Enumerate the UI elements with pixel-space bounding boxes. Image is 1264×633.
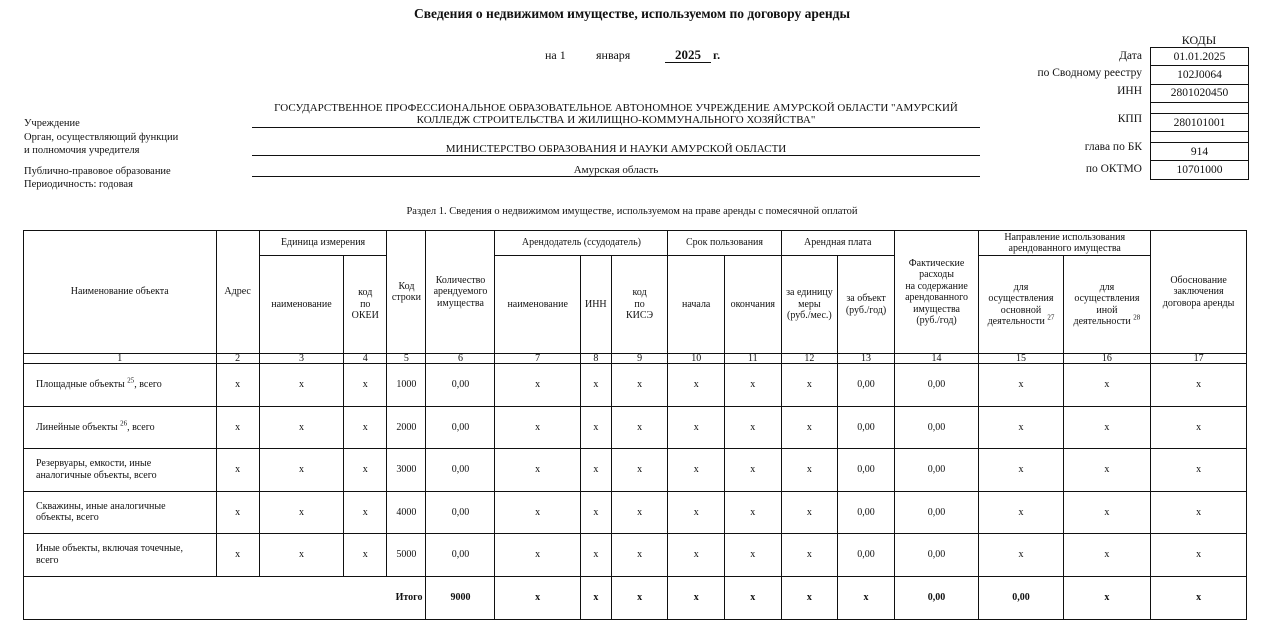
row-lessor-name: x [495, 449, 580, 492]
row-rent-unit: x [781, 534, 838, 577]
date-suffix: г. [713, 48, 721, 62]
row-main-activity: x [979, 534, 1063, 577]
column-number: 12 [781, 354, 838, 364]
row-actual-costs: 0,00 [894, 449, 978, 492]
row-quantity: 0,00 [426, 534, 495, 577]
section-title: Раздел 1. Сведения о недвижимом имуществе, используемом на праве аренды с помесячной оплатой [406, 206, 858, 217]
header-actual-costs: Фактические расходы на содержание арендованного имущества (руб./год) [894, 231, 978, 354]
row-okei: x [344, 364, 387, 407]
row-rent-unit: x [781, 406, 838, 449]
row-quantity: 0,00 [426, 406, 495, 449]
row-lessor-name: x [495, 491, 580, 534]
row-okei: x [344, 491, 387, 534]
codes-header: КОДЫ [1181, 33, 1217, 47]
row-other-activity: x [1063, 534, 1151, 577]
row-other-activity: x [1063, 491, 1151, 534]
row-lessor-name: x [495, 364, 580, 407]
institution-name-line1: ГОСУДАРСТВЕННОЕ ПРОФЕССИОНАЛЬНОЕ ОБРАЗОВАТЕЛЬНОЕ АВТОНОМНОЕ УЧРЕЖДЕНИЕ АМУРСКОЙ ОБЛАСТИ "АМУРСКИЙ [274, 102, 958, 114]
column-number: 1 [24, 354, 217, 364]
date-year: 2025 [665, 47, 711, 63]
header-rent: Арендная плата [781, 231, 894, 256]
row-rent-object: 0,00 [838, 406, 895, 449]
table-header-row [24, 231, 1247, 256]
column-number: 2 [216, 354, 259, 364]
rental-property-table [23, 230, 1247, 620]
date-prefix: на 1 [545, 48, 566, 62]
row-kise: x [611, 491, 668, 534]
row-other-activity: x [1063, 406, 1151, 449]
row-main-activity: x [979, 491, 1063, 534]
table-row [24, 491, 1247, 534]
total-quantity: x [495, 576, 580, 619]
code-label-kpp: КПП [1117, 113, 1142, 125]
row-term-start: x [668, 534, 725, 577]
institution-underline [252, 127, 980, 128]
row-quantity: 0,00 [426, 449, 495, 492]
row-term-end: x [725, 534, 782, 577]
code-label-inn: ИНН [1117, 85, 1142, 97]
row-actual-costs: 0,00 [894, 534, 978, 577]
header-term-end: окончания [725, 256, 782, 354]
row-lessor-inn: x [580, 449, 611, 492]
row-actual-costs: 0,00 [894, 406, 978, 449]
row-term-start: x [668, 491, 725, 534]
table-row [24, 406, 1247, 449]
column-number: 8 [580, 354, 611, 364]
code-spacer [1151, 103, 1248, 114]
column-number: 9 [611, 354, 668, 364]
column-number: 3 [259, 354, 343, 364]
header-kise-code: код по КИСЭ [611, 256, 668, 354]
row-address: x [216, 491, 259, 534]
row-rent-object: 0,00 [838, 449, 895, 492]
header-lessor-inn: ИНН [580, 256, 611, 354]
header-row-code: Код строки [387, 231, 426, 354]
header-rent-per-object: за объект (руб./год) [838, 256, 895, 354]
code-label-date: Дата [1119, 50, 1142, 62]
row-quantity: 0,00 [426, 364, 495, 407]
row-code: 4000 [387, 491, 426, 534]
column-number: 14 [894, 354, 978, 364]
row-main-activity: x [979, 406, 1063, 449]
code-value-bk: 914 [1151, 143, 1248, 161]
row-term-end: x [725, 364, 782, 407]
row-basis: x [1151, 449, 1247, 492]
row-kise: x [611, 364, 668, 407]
public-entity-label: Публично-правовое образование [24, 166, 171, 177]
institution-name-line2: КОЛЛЕДЖ СТРОИТЕЛЬСТВА И ЖИЛИЩНО-КОММУНАЛЬНОГО ХОЗЯЙСТВА" [416, 114, 816, 126]
row-term-end: x [725, 491, 782, 534]
table-row [24, 364, 1247, 407]
founder-label-line1: Орган, осуществляющий функции [24, 132, 179, 143]
row-basis: x [1151, 406, 1247, 449]
header-object-name: Наименование объекта [24, 231, 217, 354]
column-number: 15 [979, 354, 1063, 364]
row-actual-costs: 0,00 [894, 491, 978, 534]
total-rent-unit: x [838, 576, 895, 619]
row-unit-name: x [259, 449, 343, 492]
row-term-end: x [725, 449, 782, 492]
total-row [24, 576, 1247, 619]
total-main-activity: x [1063, 576, 1151, 619]
row-address: x [216, 364, 259, 407]
row-rent-object: 0,00 [838, 491, 895, 534]
column-number: 11 [725, 354, 782, 364]
row-main-activity: x [979, 364, 1063, 407]
column-number: 7 [495, 354, 580, 364]
public-entity-underline [252, 176, 980, 177]
row-unit-name: x [259, 534, 343, 577]
table-row [24, 534, 1247, 577]
column-number: 16 [1063, 354, 1151, 364]
row-kise: x [611, 534, 668, 577]
header-lessor-name: наименование [495, 256, 580, 354]
header-okei-code: код по ОКЕИ [344, 256, 387, 354]
header-address: Адрес [216, 231, 259, 354]
code-label-oktmo: по ОКТМО [1085, 163, 1142, 175]
row-address: x [216, 534, 259, 577]
total-actual-costs: 0,00 [979, 576, 1063, 619]
row-rent-object: 0,00 [838, 364, 895, 407]
column-number: 10 [668, 354, 725, 364]
periodicity-label: Периодичность: годовая [24, 179, 133, 190]
total-rent-object: 0,00 [894, 576, 978, 619]
column-number: 5 [387, 354, 426, 364]
column-number: 13 [838, 354, 895, 364]
row-code: 3000 [387, 449, 426, 492]
row-unit-name: x [259, 364, 343, 407]
code-label-registry: по Сводному реестру [1037, 67, 1142, 79]
row-code: 5000 [387, 534, 426, 577]
row-object-name: Скважины, иные аналогичные объекты, всего [24, 491, 217, 534]
institution-label: Учреждение [24, 118, 80, 129]
row-basis: x [1151, 491, 1247, 534]
header-term: Срок пользования [668, 231, 781, 256]
header-term-start: начала [668, 256, 725, 354]
founder-label-line2: и полномочия учредителя [24, 145, 140, 156]
total-code: 9000 [426, 576, 495, 619]
row-term-end: x [725, 406, 782, 449]
total-kise: x [668, 576, 725, 619]
row-lessor-inn: x [580, 491, 611, 534]
date-month: января [596, 48, 631, 62]
row-basis: x [1151, 534, 1247, 577]
code-value-registry: 102J0064 [1151, 66, 1248, 84]
row-term-start: x [668, 364, 725, 407]
row-unit-name: x [259, 491, 343, 534]
row-basis: x [1151, 364, 1247, 407]
founder-name: МИНИСТЕРСТВО ОБРАЗОВАНИЯ И НАУКИ АМУРСКОЙ ОБЛАСТИ [445, 143, 787, 155]
row-okei: x [344, 406, 387, 449]
header-contract-basis: Обоснование заключения договора аренды [1151, 231, 1247, 354]
founder-underline [252, 155, 980, 156]
row-main-activity: x [979, 449, 1063, 492]
row-lessor-inn: x [580, 406, 611, 449]
total-lessor-name: x [580, 576, 611, 619]
row-address: x [216, 449, 259, 492]
row-object-name: Резервуары, емкости, иные аналогичные объекты, всего [24, 449, 217, 492]
report-title: Сведения о недвижимом имуществе, используемом по договору аренды [414, 6, 850, 21]
row-object-name: Площадные объекты $^{25}$, всего [24, 364, 217, 407]
row-unit-name: x [259, 406, 343, 449]
total-label: Итого [24, 576, 426, 619]
row-okei: x [344, 449, 387, 492]
code-spacer [1151, 132, 1248, 143]
row-actual-costs: 0,00 [894, 364, 978, 407]
table-row [24, 449, 1247, 492]
code-value-date: 01.01.2025 [1151, 48, 1248, 66]
row-quantity: 0,00 [426, 491, 495, 534]
row-object-name: Линейные объекты $^{26}$, всего [24, 406, 217, 449]
row-okei: x [344, 534, 387, 577]
row-kise: x [611, 449, 668, 492]
column-number-row [24, 354, 1247, 364]
row-code: 1000 [387, 364, 426, 407]
code-value-inn: 2801020450 [1151, 85, 1248, 103]
row-term-start: x [668, 406, 725, 449]
row-lessor-name: x [495, 534, 580, 577]
header-rent-per-unit: за единицу меры (руб./мес.) [781, 256, 838, 354]
row-rent-unit: x [781, 364, 838, 407]
row-lessor-inn: x [580, 364, 611, 407]
column-number: 6 [426, 354, 495, 364]
code-label-bk: глава по БК [1084, 141, 1142, 153]
total-other-activity: x [1151, 576, 1247, 619]
row-rent-unit: x [781, 491, 838, 534]
header-unit-name: наименование [259, 256, 343, 354]
row-lessor-name: x [495, 406, 580, 449]
code-value-oktmo: 10701000 [1176, 164, 1223, 177]
row-code: 2000 [387, 406, 426, 449]
row-lessor-inn: x [580, 534, 611, 577]
header-unit: Единица измерения [259, 231, 387, 256]
row-kise: x [611, 406, 668, 449]
header-lessor: Арендодатель (ссудодатель) [495, 231, 668, 256]
total-lessor-inn: x [611, 576, 668, 619]
row-other-activity: x [1063, 449, 1151, 492]
header-main-activity: для осуществления основной деятельности $^{27}$ [979, 256, 1063, 354]
row-rent-object: 0,00 [838, 534, 895, 577]
row-object-name: Иные объекты, включая точечные, всего [24, 534, 217, 577]
row-rent-unit: x [781, 449, 838, 492]
header-usage-direction: Направление использования арендованного имущества [979, 231, 1151, 256]
header-other-activity: для осуществления иной деятельности $^{28}$ [1063, 256, 1151, 354]
row-term-start: x [668, 449, 725, 492]
total-term-end: x [781, 576, 838, 619]
column-number: 4 [344, 354, 387, 364]
row-other-activity: x [1063, 364, 1151, 407]
code-value-kpp: 280101001 [1151, 114, 1248, 132]
codes-box [1150, 47, 1249, 180]
total-term-start: x [725, 576, 782, 619]
header-quantity: Количество арендуемого имущества [426, 231, 495, 354]
column-number: 17 [1151, 354, 1247, 364]
public-entity-name: Амурская область [573, 164, 659, 176]
row-address: x [216, 406, 259, 449]
